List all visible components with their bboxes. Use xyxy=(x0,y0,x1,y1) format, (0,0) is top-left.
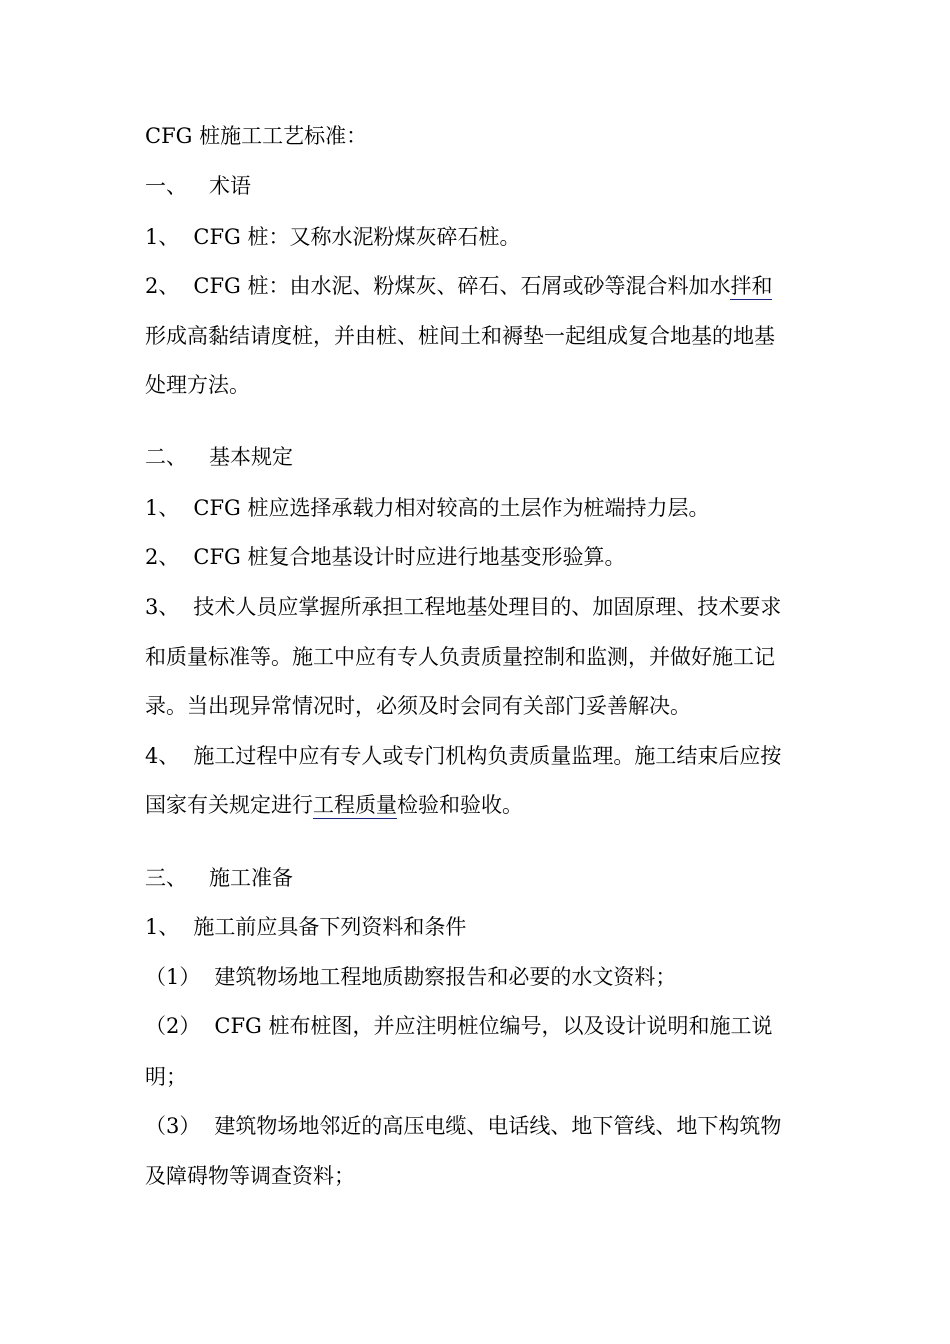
sec1-item-2-line-2 xyxy=(145,321,775,351)
subitem-number: （1） xyxy=(145,965,201,989)
sec3-item-1 xyxy=(145,912,466,942)
item-number: 4、 xyxy=(145,744,180,768)
title-text: CFG 桩施工工艺标准： xyxy=(145,124,368,148)
sec3-subitem-3 xyxy=(145,1111,781,1141)
item-text: 形成高黏结请度桩，并由桩、桩间土和褥垫一起组成复合地基的地基 xyxy=(145,324,775,348)
subitem-number: （3） xyxy=(145,1114,201,1138)
item-number: 2、 xyxy=(145,274,180,298)
sec2-item-2 xyxy=(145,542,625,572)
item-text: 检验和验收。 xyxy=(397,793,523,817)
item-text: CFG 桩应选择承载力相对较高的土层作为桩端持力层。 xyxy=(193,496,710,520)
sec2-item-4-line-2 xyxy=(145,790,523,820)
item-text: 施工前应具备下列资料和条件 xyxy=(193,915,467,939)
sec1-item-2 xyxy=(145,271,772,301)
sec3-subitem-2-line-2 xyxy=(145,1062,187,1092)
section-title: 基本规定 xyxy=(209,445,293,469)
section-title: 施工准备 xyxy=(209,866,293,890)
sec2-item-3 xyxy=(145,592,781,622)
item-text: 处理方法。 xyxy=(145,373,250,397)
item-text: CFG 桩：又称水泥粉煤灰碎石桩。 xyxy=(193,225,521,249)
section-number: 一、 xyxy=(145,174,187,198)
section-2-heading xyxy=(145,442,293,472)
section-title: 术语 xyxy=(209,174,251,198)
subitem-text: 及障碍物等调查资料； xyxy=(145,1164,355,1188)
section-number: 三、 xyxy=(145,866,187,890)
sec2-item-3-line-3 xyxy=(145,691,691,721)
item-text: 国家有关规定进行 xyxy=(145,793,313,817)
section-3-heading xyxy=(145,863,293,893)
item-number: 2、 xyxy=(145,545,180,569)
subitem-text: 建筑物场地工程地质勘察报告和必要的水文资料； xyxy=(214,965,677,989)
item-text: 和质量标准等。施工中应有专人负责质量控制和监测，并做好施工记 xyxy=(145,645,775,669)
sec1-item-1 xyxy=(145,222,520,252)
document-title xyxy=(145,121,367,151)
subitem-text: 建筑物场地邻近的高压电缆、电话线、地下管线、地下构筑物 xyxy=(214,1114,782,1138)
sec2-item-1 xyxy=(145,493,709,523)
item-number: 1、 xyxy=(145,225,180,249)
sec2-item-3-line-2 xyxy=(145,642,775,672)
sec1-item-2-line-3 xyxy=(145,370,250,400)
sec3-subitem-3-line-2 xyxy=(145,1161,355,1191)
subitem-text: 明； xyxy=(145,1065,187,1089)
item-number: 1、 xyxy=(145,496,180,520)
section-number: 二、 xyxy=(145,445,187,469)
hyperlink-gongcheng-zhiliang[interactable]: 工程质量 xyxy=(313,793,397,817)
item-number: 3、 xyxy=(145,595,180,619)
item-text: 技术人员应掌握所承担工程地基处理目的、加固原理、技术要求 xyxy=(193,595,782,619)
subitem-number: （2） xyxy=(145,1014,201,1038)
section-1-heading xyxy=(145,171,251,201)
item-text: 录。当出现异常情况时，必须及时会同有关部门妥善解决。 xyxy=(145,694,691,718)
hyperlink-banhe[interactable]: 拌和 xyxy=(730,274,773,298)
sec3-subitem-2 xyxy=(145,1011,772,1041)
item-text: CFG 桩：由水泥、粉煤灰、碎石、石屑或砂等混合料加水 xyxy=(193,274,731,298)
sec2-item-4 xyxy=(145,741,781,771)
item-text: 施工过程中应有专人或专门机构负责质量监理。施工结束后应按 xyxy=(193,744,782,768)
subitem-text: CFG 桩布桩图，并应注明桩位编号，以及设计说明和施工说 xyxy=(214,1014,773,1038)
sec3-subitem-1 xyxy=(145,962,676,992)
item-text: CFG 桩复合地基设计时应进行地基变形验算。 xyxy=(193,545,626,569)
item-number: 1、 xyxy=(145,915,180,939)
